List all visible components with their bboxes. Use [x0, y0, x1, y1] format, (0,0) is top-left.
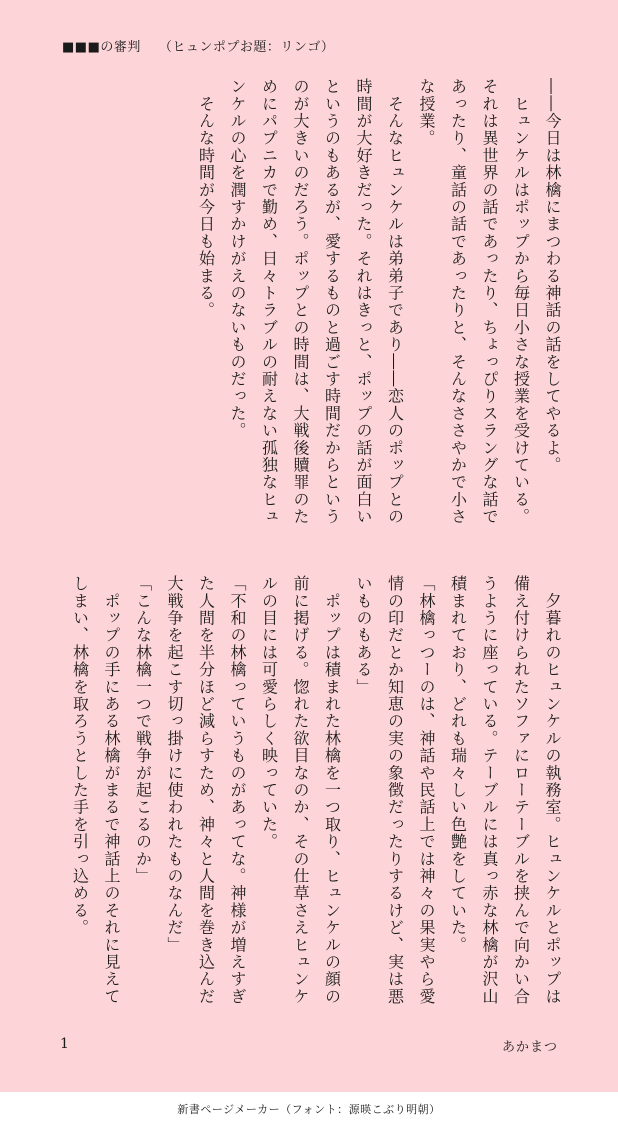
paragraph: そんな時間が今日も始まる。 — [196, 78, 216, 319]
paragraph: ポップの手にある林檎がまるで神話上のそれに見えてしまい、林檎を取ろうとした手を引っ込める。 — [70, 575, 121, 1005]
paragraph: ポップは積まれた林檎を一つ取り、ヒュンケルの顔の前に掲げる。惚れた欲目なのか、その仕草さえヒュンケルの目には可愛らしく映っていた。 — [259, 575, 342, 1005]
footer-credit: 新書ページメーカー（フォント：源暎こぶり明朝） — [0, 1092, 618, 1132]
author-name: あかまつ — [501, 1040, 558, 1055]
paragraph: そんなヒュンケルは弟弟子であり――恋人のポップとの時間が大好きだった。それはきっと、ポップの話が面白いというのもあるが、愛するものと過ごす時間だからというのが大きいのだろう。ポップとの時間は、大戦後贖罪のためにパプニカで勤め、日々トラブルの耐えない孤独なヒュンケルの心を潤すかけがえのないものだった。 — [228, 78, 405, 526]
page-header — [62, 36, 334, 55]
paragraph: 「林檎っつーのは、神話や民話上では神々の果実やら愛情の印だとか知恵の実の象徴だったりするけど、実は悪いものもある」 — [354, 575, 436, 1005]
paragraph: 「不和の林檎っていうものがあってな。神様が増えすぎた人間を半分ほど減らすため、神々と人間を巻き込んだ大戦争を起こす切っ掛けに使われたものなんだ」 — [165, 575, 247, 1005]
work-subtitle: （ヒュンポプお題：リンゴ） — [158, 40, 335, 55]
work-title: ■■■の審判 — [62, 40, 141, 55]
upper-text-block — [48, 78, 568, 533]
paragraph: ――今日は林檎にまつわる神話の話をしてやるよ。 — [543, 78, 562, 474]
paragraph: 夕暮れのヒュンケルの執務室。ヒュンケルとポップは備え付けられたソファにローテーブルを挟んで向かい合うように座っている。テーブルには真っ赤な林檎が沢山積まれており、どれも瑞々しい色艶をしていた。 — [448, 575, 562, 1005]
page-number: 1 — [60, 1036, 69, 1052]
paragraph: 「こんな林檎一つで戦争が起こるのか」 — [133, 575, 153, 885]
lower-text-block — [48, 575, 568, 1015]
paragraph: ヒュンケルはポップから毎日小さな授業を受けている。それは異世界の話であったり、ちょっぴりスラングな話であったり、童話の話であったりと、そんなささやかで小さな授業。 — [417, 78, 531, 526]
